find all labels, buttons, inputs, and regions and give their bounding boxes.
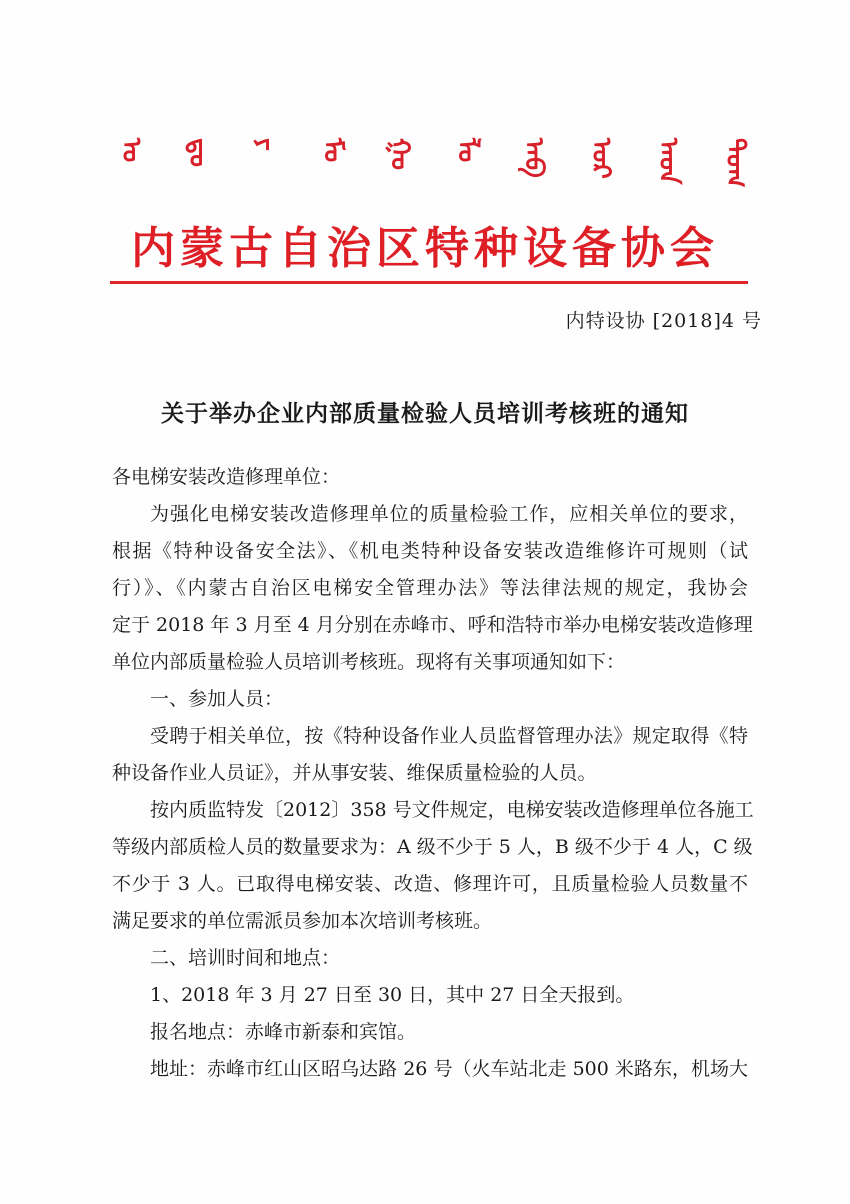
paragraph-line: 满足要求的单位需派员参加本次培训考核班。 [112, 910, 493, 932]
notice-title: 关于举办企业内部质量检验人员培训考核班的通知 [161, 401, 689, 427]
document-number: 内特设协 [2018]4 号 [565, 310, 762, 332]
mongolian-word: ᠣᠷ [585, 138, 616, 179]
mongolian-word: ᠠᠳ [652, 138, 683, 185]
paragraph-line: 受聘于相关单位，按《特种设备作业人员监督管理办法》规定取得《特 [150, 725, 748, 747]
mongolian-script-header [118, 138, 748, 198]
paragraph-line: 种设备作业人员证》，并从事安装、维保质量检验的人员。 [112, 762, 597, 784]
mongolian-word: ᠳᠣ [183, 138, 214, 167]
paragraph-line: 按内质监特发〔2012〕358 号文件规定，电梯安装改造修理单位各施工 [150, 799, 754, 821]
mongolian-word: ᠠᠪ [518, 138, 549, 178]
paragraph-line: 报名地点：赤峰市新泰和宾馆。 [150, 1021, 417, 1043]
mongolian-word: ᠯᠣ [451, 138, 482, 163]
paragraph-line: 为强化电梯安装改造修理单位的质量检验工作，应相关单位的要求， [150, 503, 748, 525]
organization-name: 内蒙古自治区特种设备协会 [131, 223, 719, 274]
mongolian-word: ᠣ [116, 138, 146, 163]
paragraph-line: 地址：赤峰市红山区昭乌达路 26 号（火车站北走 500 米路东，机场大 [150, 1058, 748, 1080]
paragraph-line: 行）》、《内蒙古自治区电梯安全管理办法》等法律法规的规定，我协会 [112, 577, 748, 599]
mongolian-word: ᠶ [250, 138, 281, 151]
paragraph-line: 根据《特种设备安全法》、《机电类特种设备安装改造维修许可规则（试 [112, 540, 748, 562]
mongolian-word: ᠲᠣᠬ [719, 138, 750, 188]
paragraph-line: 不少于 3 人。已取得电梯安装、改造、修理许可，且质量检验人员数量不 [112, 873, 748, 895]
header-divider [110, 281, 748, 284]
mongolian-word: ᠮᠣ [317, 138, 348, 163]
section-heading: 二、培训时间和地点： [150, 947, 341, 969]
section-heading: 一、参加人员： [150, 688, 284, 710]
paragraph-line: 单位内部质量检验人员培训考核班。现将有关事项通知如下： [112, 651, 626, 673]
salutation: 各电梯安装改造修理单位： [112, 466, 341, 488]
paragraph-line: 1、2018 年 3 月 27 日至 30 日，其中 27 日全天报到。 [150, 984, 635, 1006]
paragraph-line: 等级内部质检人员的数量要求为：A 级不少于 5 人，B 级不少于 4 人，C 级 [112, 836, 753, 858]
paragraph-line: 定于 2018 年 3 月至 4 月分别在赤峰市、呼和浩特市举办电梯安装改造修理 [112, 614, 753, 636]
mongolian-word: ᠭᠣ [384, 138, 415, 170]
